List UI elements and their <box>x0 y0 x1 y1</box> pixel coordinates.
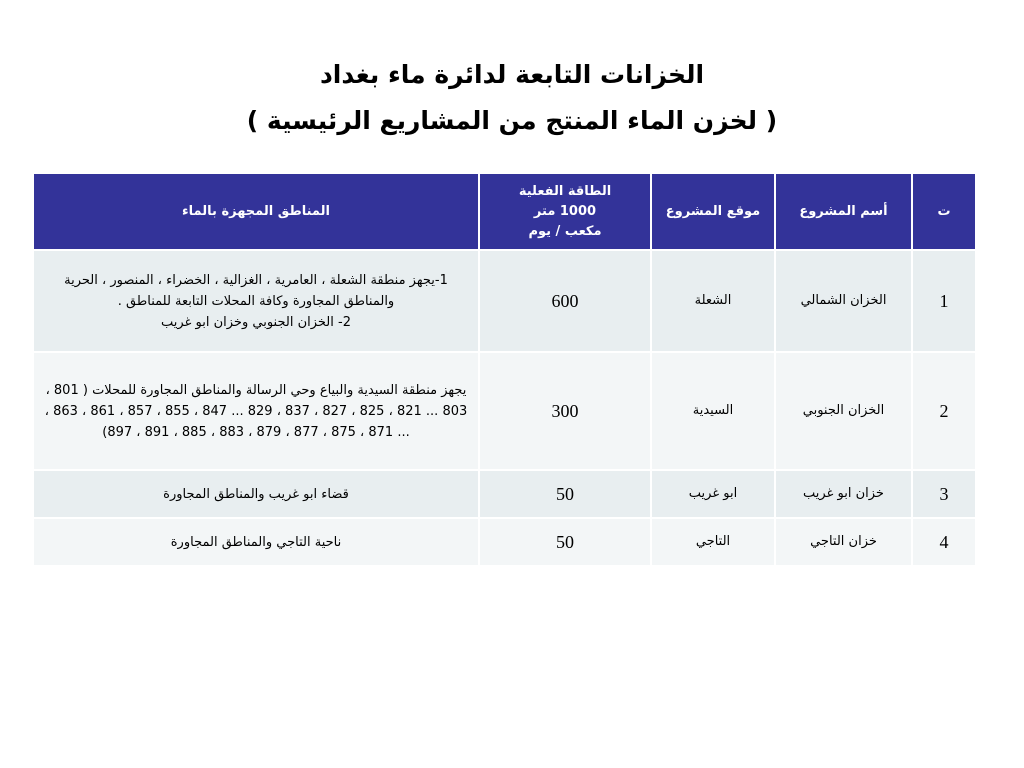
title-line-1: الخزانات التابعة لدائرة ماء بغداد <box>319 60 705 89</box>
header-capacity-line-2: 1000 متر <box>533 203 597 219</box>
table-row <box>33 352 976 470</box>
cell-project-location: التاجي <box>651 518 775 566</box>
header-project-location: موقع المشروع <box>651 173 775 250</box>
cell-seq: 3 <box>912 470 976 518</box>
table-row <box>33 518 976 566</box>
cell-capacity: 600 <box>479 250 651 352</box>
cell-project-location: السيدية <box>651 352 775 470</box>
cell-capacity: 300 <box>479 352 651 470</box>
cell-served-areas: قضاء ابو غريب والمناطق المجاورة <box>33 470 479 518</box>
table-header-row <box>33 173 976 250</box>
cell-project-name: خزان التاجي <box>775 518 912 566</box>
header-seq: ت <box>912 173 976 250</box>
cell-project-name: الخزان الجنوبي <box>775 352 912 470</box>
cell-project-name: الخزان الشمالي <box>775 250 912 352</box>
reservoirs-table-container <box>32 172 975 567</box>
cell-served-areas: يجهز منطقة السيدية والبياع وحي الرسالة والمناطق المجاورة للمحلات ( 801 ، 803 ... 821 ، 825 ، 827 ، 837 ، 829 ... 847 ، 855 ، 857 ، 861 ، 863 ، ... 871 ، 875 ، 877 ، 879 ، 883 ، 885 ، 891 ، 897) <box>33 352 479 470</box>
cell-seq: 2 <box>912 352 976 470</box>
cell-served-areas: 1-يجهز منطقة الشعلة ، العامرية ، الغزالية ، الخضراء ، المنصور ، الحرية والمناطق المجاورة وكافة المحلات التابعة للمناطق . 2- الخزان الجنوبي وخزان ابو غريب <box>33 250 479 352</box>
header-served-areas: المناطق المجهزة بالماء <box>33 173 479 250</box>
cell-capacity: 50 <box>479 518 651 566</box>
cell-project-location: الشعلة <box>651 250 775 352</box>
slide-title <box>0 52 1024 144</box>
header-capacity-line-3: مكعب / يوم <box>528 223 602 239</box>
header-capacity-line-1: الطاقة الفعلية <box>518 183 612 199</box>
cell-served-areas: ناحية التاجي والمناطق المجاورة <box>33 518 479 566</box>
header-capacity <box>479 173 651 250</box>
table-row <box>33 470 976 518</box>
title-line-2: ( لخزن الماء المنتج من المشاريع الرئيسية ) <box>246 106 778 135</box>
cell-project-name: خزان ابو غريب <box>775 470 912 518</box>
cell-seq: 4 <box>912 518 976 566</box>
cell-project-location: ابو غريب <box>651 470 775 518</box>
reservoirs-table <box>32 172 977 567</box>
table-row <box>33 250 976 352</box>
cell-seq: 1 <box>912 250 976 352</box>
header-project-name: أسم المشروع <box>775 173 912 250</box>
cell-capacity: 50 <box>479 470 651 518</box>
